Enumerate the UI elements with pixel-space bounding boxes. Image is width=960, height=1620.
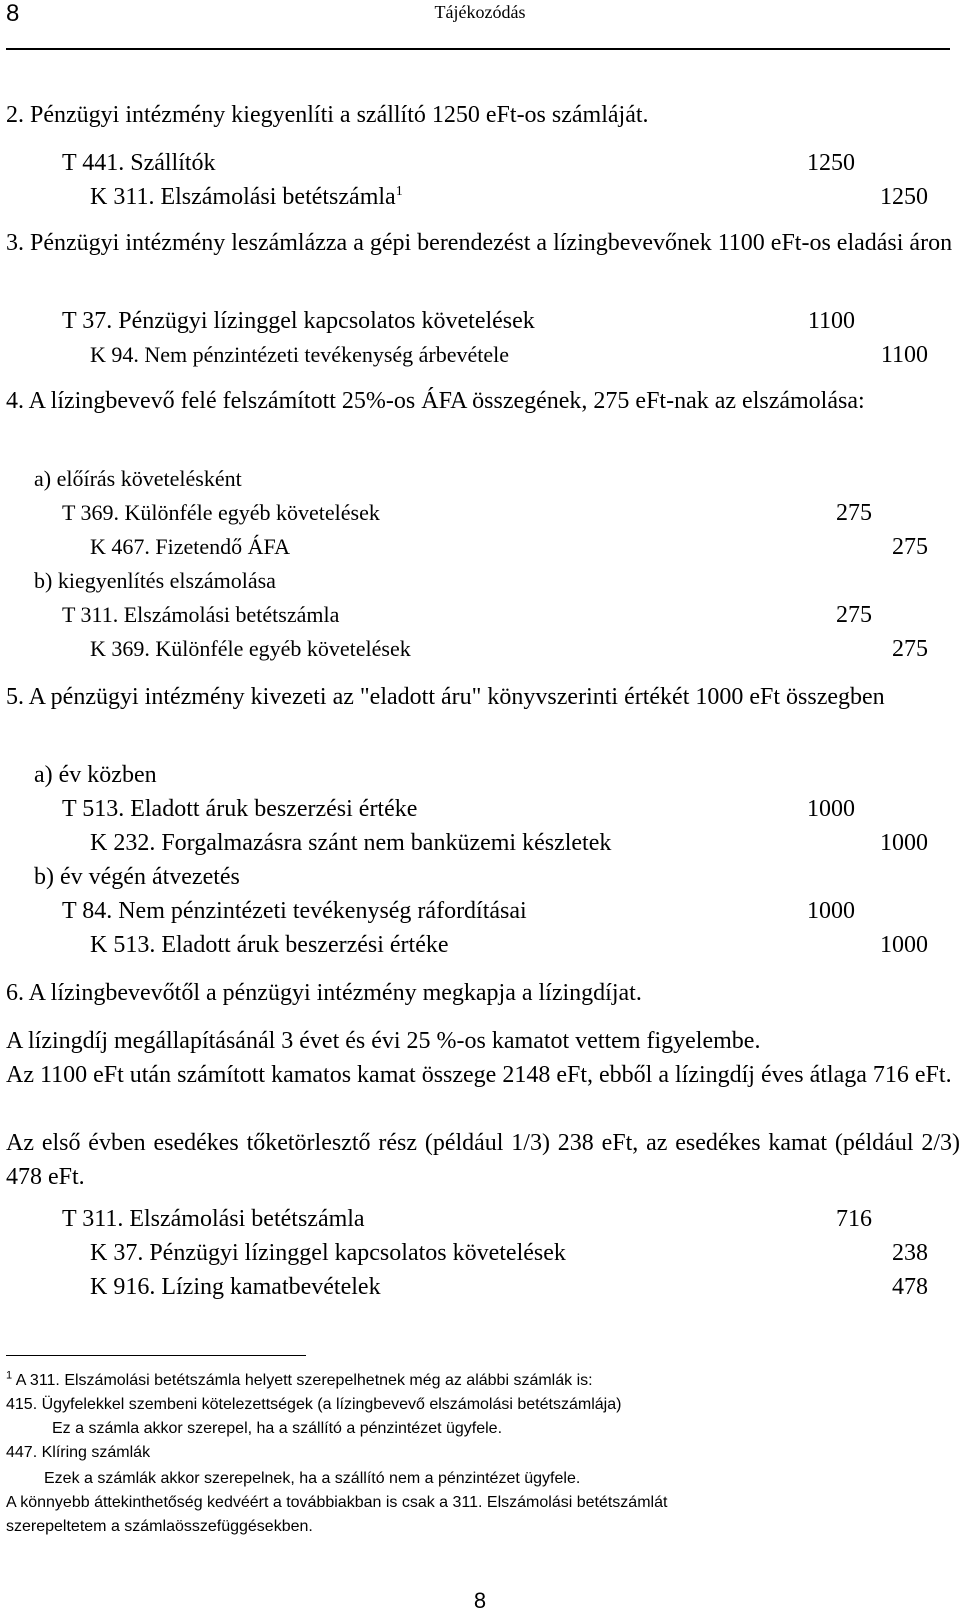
item-5-text: 5. A pénzügyi intézmény kivezeti az "eladott áru" könyvszerinti értékét 1000 eFt összegben — [6, 684, 885, 710]
footer-page-number: 8 — [473, 1588, 487, 1613]
footnote-mark: 1 — [6, 1369, 13, 1382]
item-6-debit-amount: 716 — [836, 1206, 872, 1232]
item-2-debit-amount: 1250 — [807, 150, 855, 176]
item-3-credit-label: K 94. Nem pénzintézeti tevékenység árbevétele — [90, 342, 510, 367]
item-6-paragraph-1: A lízingdíj megállapításánál 3 évet és évi 25 %-os kamatot vettem figyelembe. — [6, 1028, 761, 1054]
item-5-b-debit-label: T 84. Nem pénzintézeti tevékenység ráfordításai — [62, 898, 527, 924]
item-3-text: 3. Pénzügyi intézmény leszámlázza a gépi berendezést a lízingbevevőnek 1100 eFt-os eladási áron — [6, 230, 953, 256]
item-2-text: 2. Pénzügyi intézmény kiegyenlíti a szállító 1250 eFt-os számláját. — [6, 102, 649, 128]
running-header-title: Tájékozódás — [434, 2, 526, 22]
item-4-a-debit-amount: 275 — [836, 500, 872, 526]
item-6-credit-1-amount: 238 — [892, 1240, 928, 1266]
header-page-number: 8 — [6, 0, 20, 27]
item-5-a-credit-label: K 232. Forgalmazásra szánt nem banküzemi készletek — [90, 830, 612, 856]
footnote-line-3: Ez a számla akkor szerepel, ha a szállító a pénzintézet ügyfele. — [52, 1420, 503, 1437]
item-4-b-credit-amount: 275 — [892, 636, 928, 662]
item-5-a-debit-amount: 1000 — [807, 796, 855, 822]
footnote-line-4: 447. Klíring számlák — [6, 1444, 151, 1461]
item-4-a-credit-amount: 275 — [892, 534, 928, 560]
item-6-paragraph-2: Az 1100 eFt után számított kamatos kamat összege 2148 eFt, ebből a lízingdíj éves átlaga 716 eFt. — [6, 1062, 952, 1088]
item-5-b-credit-label: K 513. Eladott áruk beszerzési értéke — [90, 932, 449, 958]
footnote-rule — [6, 1355, 306, 1356]
item-4-b-debit-amount: 275 — [836, 602, 872, 628]
header-rule — [6, 48, 950, 50]
item-6-credit-2-amount: 478 — [892, 1274, 928, 1300]
footnote-line-5: Ezek a számlák akkor szerepelnek, ha a szállító nem a pénzintézet ügyfele. — [44, 1470, 581, 1487]
item-5-b-credit-amount: 1000 — [880, 932, 928, 958]
item-5-sub-a: a) év közben — [34, 762, 157, 788]
item-2-credit-entry — [90, 180, 403, 214]
item-6-paragraph-3: Az első évben esedékes tőketörlesztő rész (például 1/3) 238 eFt, az esedékes kamat (például 2/3) 478 eFt. — [6, 1130, 960, 1190]
item-4-b-debit-label: T 311. Elszámolási betétszámla — [62, 602, 340, 627]
item-2-credit-label: K 311. Elszámolási betétszámla — [90, 184, 396, 210]
item-2-debit-label: T 441. Szállítók — [62, 150, 216, 176]
item-2-credit-amount: 1250 — [880, 184, 928, 210]
item-4-text: 4. A lízingbevevő felé felszámított 25%-os ÁFA összegének, 275 eFt-nak az elszámolása: — [6, 388, 865, 414]
item-4-b-credit-label: K 369. Különféle egyéb követelések — [90, 636, 411, 661]
item-3-debit-label: T 37. Pénzügyi lízinggel kapcsolatos követelések — [62, 308, 535, 334]
item-6-text: 6. A lízingbevevőtől a pénzügyi intézmény megkapja a lízingdíjat. — [6, 980, 642, 1006]
item-3-credit-amount: 1100 — [880, 342, 928, 368]
footnote-reference-mark: 1 — [395, 184, 403, 199]
item-5-b-debit-amount: 1000 — [807, 898, 855, 924]
item-4-a-debit-label: T 369. Különféle egyéb követelések — [62, 500, 380, 525]
item-6-debit-label: T 311. Elszámolási betétszámla — [62, 1206, 365, 1232]
item-3-debit-amount: 1100 — [807, 308, 855, 334]
item-5-a-credit-amount: 1000 — [880, 830, 928, 856]
item-4-sub-b: b) kiegyenlítés elszámolása — [34, 568, 276, 593]
item-5-sub-b: b) év végén átvezetés — [34, 864, 240, 890]
item-4-a-credit-label: K 467. Fizetendő ÁFA — [90, 534, 291, 559]
footnote-line-6: A könnyebb áttekinthetőség kedvéért a továbbiakban is csak a 311. Elszámolási betétszámlát — [6, 1494, 668, 1511]
item-6-credit-1-label: K 37. Pénzügyi lízinggel kapcsolatos követelések — [90, 1240, 566, 1266]
footnote-line-1 — [6, 1370, 593, 1392]
item-4-sub-a: a) előírás követelésként — [34, 466, 242, 491]
footnote-line-2: 415. Ügyfelekkel szembeni kötelezettségek (a lízingbevevő elszámolási betétszámlája) — [6, 1396, 622, 1413]
item-5-a-debit-label: T 513. Eladott áruk beszerzési értéke — [62, 796, 418, 822]
item-6-credit-2-label: K 916. Lízing kamatbevételek — [90, 1274, 381, 1300]
footnote-line-1-text: A 311. Elszámolási betétszámla helyett szerepelhetnek még az alábbi számlák is: — [15, 1372, 593, 1389]
footnote-line-7: szerepeltetem a számlaösszefüggésekben. — [6, 1518, 313, 1535]
